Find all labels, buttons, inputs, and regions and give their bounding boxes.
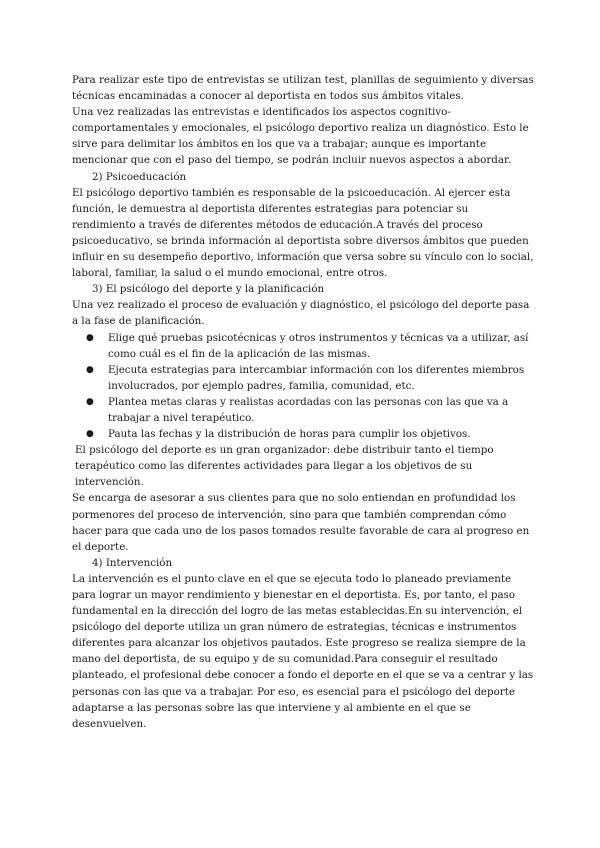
planificacion-bullet-list — [72, 330, 534, 443]
bullet-icon: ● — [86, 429, 94, 440]
bullet-icon: ● — [86, 396, 94, 407]
section-heading-planificacion: 3) El psicólogo del deporte y la planificación — [92, 283, 325, 296]
intro-paragraph-1: Para realizar este tipo de entrevistas se utilizan test, planillas de seguimiento y diversas técnicas encaminadas a conocer al deportista en todos sus ámbitos vitales. — [72, 74, 534, 103]
list-item-text: Pauta las fechas y la distribución de horas para cumplir los objetivos. — [108, 428, 471, 441]
intervencion-paragraph: La intervención es el punto clave en el que se ejecuta todo lo planeado previamente para lograr un mayor rendimiento y bienestar en el deportista. Es, por tanto, el paso fundamental en la dirección del logro de las metas establecidas.En su intervención, el psicólogo del deporte utiliza un gran número de estrategias, técnicas e instrumentos diferentes para alcanzar los objetivos pautados. Este progreso se realiza siempre de la mano del deportista, de su equipo y de su comunidad.Para conseguir el resultado planteado, el profesional debe conocer a fondo el deporte en el que se va a centrar y las personas con las que va a trabajar. Por eso, es esencial para el psicólogo del deporte adaptarse a las personas sobre las que interviene y al ambiente en el que se desenvuelven. — [72, 572, 534, 730]
list-item — [72, 426, 534, 442]
bullet-icon: ● — [86, 364, 94, 375]
planificacion-paragraph: Una vez realizado el proceso de evaluación y diagnóstico, el psicólogo del deporte pasa a la fase de planificación. — [72, 299, 530, 328]
list-item — [72, 330, 534, 362]
list-item-text: Elige qué pruebas psicotécnicas y otros instrumentos y técnicas va a utilizar, así como cuál es el fin de la aplicación de las mismas. — [108, 331, 529, 360]
organizador-paragraph: El psicólogo del deporte es un gran organizador: debe distribuir tanto el tiempo terapéutico como las diferentes actividades para llegar a los objetivos de su intervención. — [75, 444, 494, 489]
list-item — [72, 394, 534, 426]
list-item — [72, 362, 534, 394]
asesorar-paragraph: Se encarga de asesorar a sus clientes para que no solo entiendan en profundidad los pormenores del proceso de intervención, sino para que también comprendan cómo hacer para que cada uno de los pasos tomados resulte favorable de cara al progreso en el deporte. — [72, 492, 530, 553]
bullet-icon: ● — [86, 332, 94, 343]
list-item-text: Ejecuta estrategias para intercambiar información con los diferentes miembros involucrados, por ejemplo padres, familia, comunidad, etc. — [108, 363, 525, 392]
section-heading-intervencion: 4) Intervención — [92, 556, 173, 569]
psicoeducacion-paragraph: El psicólogo deportivo también es responsable de la psicoeducación. Al ejercer esta función, le demuestra al deportista diferentes estrategias para potenciar su rendimiento a través de diferentes métodos de educación.A través del proceso psicoeducativo, se brinda información al deportista sobre diversos ámbitos que pueden influir en su desempeño deportivo, información que versa sobre su vínculo con lo social, laboral, familiar, la salud o el mundo emocional, entre otros. — [72, 186, 534, 280]
document-body — [72, 72, 534, 732]
section-heading-psicoeducacion: 2) Psicoeducación — [92, 170, 187, 183]
list-item-text: Plantea metas claras y realistas acordadas con las personas con las que va a trabajar a nivel terapéutico. — [108, 395, 509, 424]
intro-paragraph-2: Una vez realizadas las entrevistas e identificados los aspectos cognitivo-comportamentales y emocionales, el psicólogo deportivo realiza un diagnóstico. Esto le sirve para delimitar los ámbitos en los que va a trabajar; aunque es importante mencionar que con el paso del tiempo, se podrán incluir nuevos aspectos a abordar. — [72, 106, 529, 167]
